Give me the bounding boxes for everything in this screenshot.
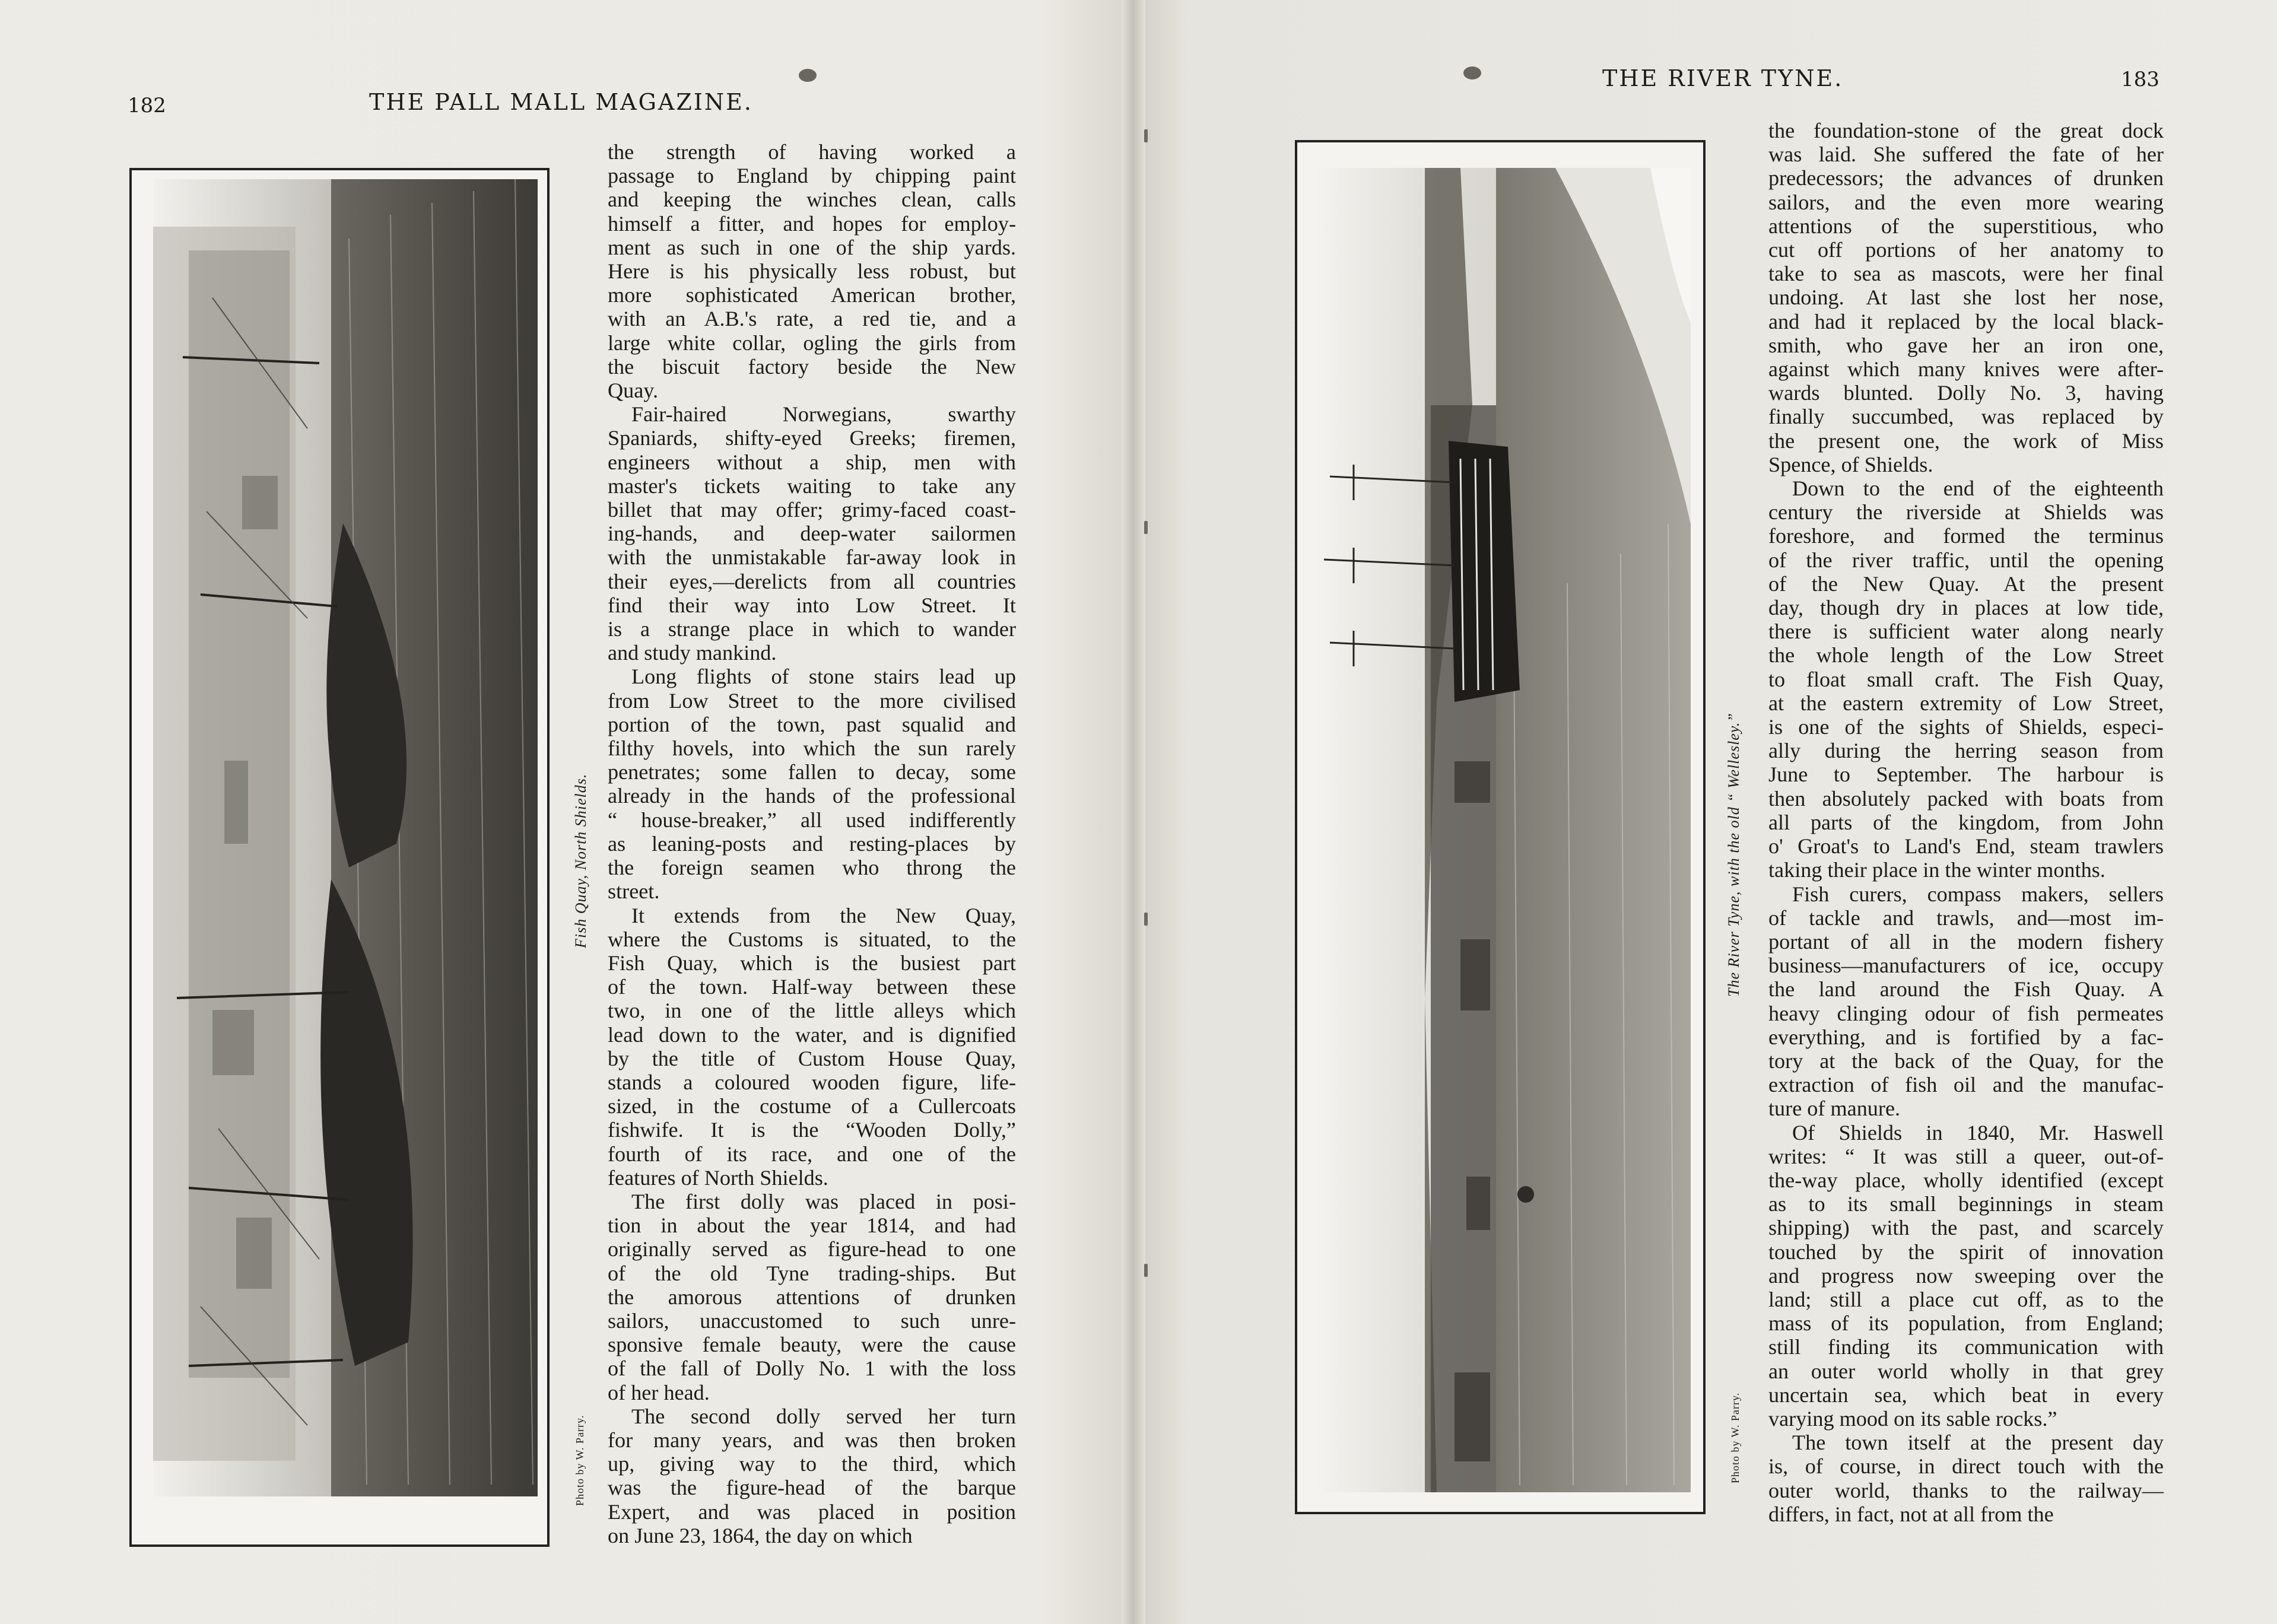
text-line: The town itself at the present day [1792, 1431, 2164, 1455]
text-line: ally during the herring season from [1768, 739, 2164, 763]
text-line: ing-hands, and deep-water sailormen [608, 522, 1016, 546]
text-line: large white collar, ogling the girls from [608, 330, 1016, 355]
text-line: then absolutely packed with boats from [1768, 786, 2164, 811]
text-line: Of Shields in 1840, Mr. Haswell [1792, 1120, 2164, 1145]
text-line: predecessors; the advances of drunken [1768, 166, 2164, 190]
ink-smudge [799, 69, 817, 82]
text-line: sponsive female beauty, were the cause [608, 1333, 1016, 1357]
photo-fish-quay [153, 179, 538, 1496]
text-line: with the unmistakable far-away look in [608, 545, 1016, 570]
text-line: already in the hands of the professional [608, 784, 1016, 808]
text-line: finally succumbed, was replaced by [1768, 405, 2164, 429]
text-line: day, though dry in places at low tide, [1768, 596, 2164, 620]
text-line: all parts of the kingdom, from John [1768, 810, 2164, 834]
text-line: to float small craft. The Fish Quay, [1768, 667, 2164, 691]
text-line: foreshore, and formed the terminus [1768, 524, 2164, 548]
photo-plate-river-tyne [1295, 140, 1706, 1514]
text-line: billet that may offer; grimy-faced coast- [608, 498, 1016, 522]
text-line: as to its small beginnings in steam [1768, 1192, 2164, 1216]
text-line: was the figure-head of the barque [608, 1476, 1016, 1500]
text-line: Fish Quay, which is the busiest part [608, 951, 1016, 975]
text-line: shipping) with the past, and scarcely [1768, 1216, 2164, 1240]
text-line: Quay. [608, 379, 659, 403]
text-line: and study mankind. [608, 641, 777, 665]
text-line: engineers without a ship, men with [608, 450, 1016, 474]
text-line: features of North Shields. [608, 1165, 828, 1190]
text-line: passage to England by chipping paint [608, 164, 1016, 188]
text-line: of the town. Half-way between these [608, 975, 1016, 999]
text-line: penetrates; some fallen to decay, some [608, 760, 1016, 784]
text-line: It extends from the New Quay, [631, 903, 1016, 927]
text-line: and had it replaced by the local black- [1768, 309, 2164, 333]
text-line: The first dolly was placed in posi- [631, 1189, 1016, 1213]
text-line: undoing. At last she lost her nose, [1768, 285, 2164, 310]
text-line: is, of course, in direct touch with the [1768, 1454, 2164, 1479]
text-line: smith, who gave her an iron one, [1768, 333, 2164, 357]
left-text-column [608, 140, 1016, 1547]
text-line: Fish curers, compass makers, sellers [1792, 882, 2164, 906]
text-line: Expert, and was placed in position [608, 1499, 1016, 1524]
text-line: century the riverside at Shields was [1768, 500, 2164, 525]
text-line: from Low Street to the more civilised [608, 688, 1016, 713]
text-line: o' Groat's to Land's End, steam trawlers [1768, 834, 2164, 859]
text-line: everything, and is fortified by a fac- [1768, 1025, 2164, 1049]
text-line: fourth of its race, and one of the [608, 1142, 1016, 1166]
text-line: the foundation-stone of the great dock [1768, 119, 2164, 142]
text-line: the amorous attentions of drunken [608, 1285, 1016, 1309]
text-line: stands a coloured wooden figure, life- [608, 1070, 1016, 1094]
text-line: fishwife. It is the “Wooden Dolly,” [608, 1118, 1016, 1142]
text-line: still finding its communication with [1768, 1335, 2164, 1359]
text-line: and progress now sweeping over the [1768, 1263, 2164, 1288]
text-line: for many years, and was then broken [608, 1428, 1016, 1452]
text-line: of her head. [608, 1380, 710, 1404]
text-line: the present one, the work of Miss [1768, 428, 2164, 453]
text-line: against which many knives were after- [1768, 357, 2164, 382]
photo-credit: Photo by W. Parry. [1729, 1392, 1741, 1483]
text-line: there is sufficient water along nearly [1768, 619, 2164, 644]
text-line: the whole length of the Low Street [1768, 643, 2164, 668]
text-line: land; still a place cut off, as to the [1768, 1287, 2164, 1311]
text-line: June to September. The harbour is [1768, 762, 2164, 787]
running-head: THE RIVER TYNE. [1602, 65, 1844, 91]
text-line: Spence, of Shields. [1768, 452, 1933, 476]
text-line: their eyes,—derelicts from all countries [608, 569, 1016, 593]
text-line: the land around the Fish Quay. A [1768, 977, 2164, 1002]
text-line: street. [608, 879, 660, 904]
text-line: Long flights of stone stairs lead up [631, 665, 1016, 689]
text-line: portant of all in the modern fishery [1768, 929, 2164, 954]
text-line: up, giving way to the third, which [608, 1452, 1016, 1476]
text-line: heavy clinging odour of fish permeates [1768, 1001, 2164, 1025]
right-text-column [1768, 119, 2164, 1526]
text-line: tion in about the year 1814, and had [608, 1213, 1016, 1238]
page-number: 182 [128, 94, 166, 117]
text-line: as leaning-posts and resting-places by [608, 831, 1016, 856]
text-line: outer world, thanks to the railway— [1768, 1478, 2164, 1502]
text-line: of the river traffic, until the opening [1768, 548, 2164, 572]
text-line: at the eastern extremity of Low Street, [1768, 691, 2164, 715]
text-line: mass of its population, from England; [1768, 1311, 2164, 1336]
text-line: the-way place, wholly identified (except [1768, 1168, 2164, 1192]
text-line: and keeping the winches clean, calls [608, 187, 1016, 212]
text-line: is a strange place in which to wander [608, 617, 1016, 641]
photo-caption: The River Tyne, with the old “ Wellesley.” [1725, 713, 1742, 997]
ink-smudge [1463, 66, 1481, 80]
text-line: the foreign seamen who throng the [608, 856, 1016, 880]
text-line: Spaniards, shifty-eyed Greeks; firemen, [608, 426, 1016, 450]
page-number: 183 [2121, 68, 2160, 91]
text-line: portion of the town, past squalid and [608, 712, 1016, 736]
text-line: Fair-haired Norwegians, swarthy [631, 402, 1016, 427]
fish-quay-image [153, 179, 538, 1496]
running-head: THE PALL MALL MAGAZINE. [369, 89, 753, 115]
text-line: of the fall of Dolly No. 1 with the loss [608, 1356, 1016, 1381]
text-line: sailors, and the even more wearing [1768, 190, 2164, 214]
text-line: find their way into Low Street. It [608, 593, 1016, 617]
text-line: the biscuit factory beside the New [608, 354, 1016, 379]
book-gutter [1122, 0, 1145, 1624]
text-line: uncertain sea, which beat in every [1768, 1383, 2164, 1407]
binding-stitch [1144, 129, 1148, 142]
text-line: business—manufacturers of ice, occupy [1768, 954, 2164, 978]
text-line: master's tickets waiting to take any [608, 473, 1016, 498]
text-line: an outer world wholly in that grey [1768, 1359, 2164, 1383]
text-line: “ house-breaker,” all used indifferently [608, 808, 1016, 832]
text-line: ture of manure. [1768, 1097, 1901, 1121]
text-line: sailors, unaccustomed to such unre- [608, 1308, 1016, 1333]
text-line: ment as such in one of the ship yards. [608, 235, 1016, 259]
photo-caption: Fish Quay, North Shields. [572, 773, 589, 948]
binding-stitch [1144, 521, 1148, 534]
binding-stitch [1144, 1264, 1148, 1277]
text-line: filthy hovels, into which the sun rarely [608, 736, 1016, 761]
text-line: tory at the back of the Quay, for the [1768, 1048, 2164, 1073]
text-line: more sophisticated American brother, [608, 283, 1016, 307]
text-line: The second dolly served her turn [631, 1404, 1016, 1428]
text-line: writes: “ It was still a queer, out-of- [1768, 1144, 2164, 1168]
text-line: himself a fitter, and hopes for employ- [608, 211, 1016, 236]
text-line: varying mood on its sable rocks.” [1768, 1406, 2057, 1431]
text-line: is one of the sights of Shields, especi- [1768, 715, 2164, 739]
text-line: lead down to the water, and is dignified [608, 1022, 1016, 1047]
text-line: wards blunted. Dolly No. 3, having [1768, 381, 2164, 405]
text-line: of the New Quay. At the present [1768, 571, 2164, 596]
text-line: of the old Tyne trading-ships. But [608, 1261, 1016, 1285]
text-line: two, in one of the little alleys which [608, 999, 1016, 1023]
text-line: of tackle and trawls, and—most im- [1768, 905, 2164, 930]
text-line: by the title of Custom House Quay, [608, 1046, 1016, 1070]
text-line: Down to the end of the eighteenth [1792, 476, 2164, 501]
text-line: on June 23, 1864, the day on which [608, 1523, 913, 1547]
text-line: differs, in fact, not at all from the [1768, 1502, 2054, 1526]
text-line: take to sea as mascots, were her final [1768, 262, 2164, 286]
photo-river-tyne [1318, 168, 1691, 1492]
text-line: sized, in the costume of a Cullercoats [608, 1094, 1016, 1118]
text-line: attentions of the superstitious, who [1768, 214, 2164, 238]
photo-plate-fish-quay [129, 168, 550, 1547]
binding-stitch [1144, 913, 1148, 926]
river-tyne-image [1318, 168, 1691, 1492]
text-line: originally served as figure-head to one [608, 1237, 1016, 1261]
photo-credit: Photo by W. Parry. [574, 1415, 586, 1506]
text-line: with an A.B.'s rate, a red tie, and a [608, 307, 1016, 331]
text-line: cut off portions of her anatomy to [1768, 238, 2164, 262]
text-line: taking their place in the winter months. [1768, 858, 2105, 882]
text-line: the strength of having worked a [608, 140, 1016, 164]
text-line: was laid. She suffered the fate of her [1768, 142, 2164, 167]
text-line: extraction of fish oil and the manufac- [1768, 1073, 2164, 1097]
text-line: where the Customs is situated, to the [608, 927, 1016, 951]
text-line: Here is his physically less robust, but [608, 259, 1016, 284]
text-line: touched by the spirit of innovation [1768, 1240, 2164, 1264]
